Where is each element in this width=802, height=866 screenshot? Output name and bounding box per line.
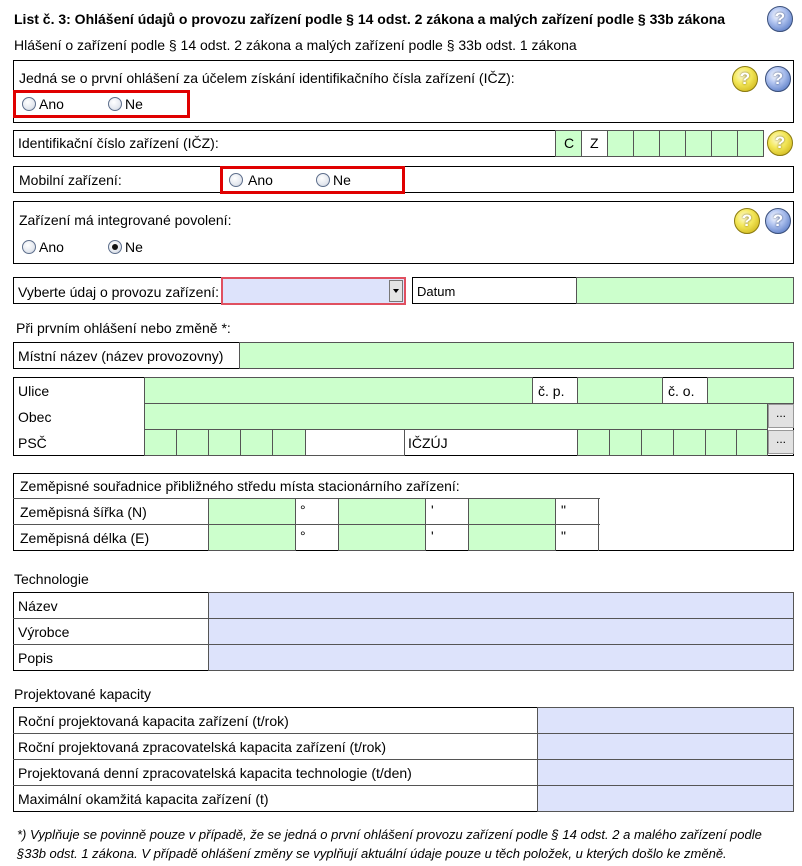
local-name-label: Místní název (název provozovny) — [18, 348, 224, 364]
lon-deg-unit: ° — [300, 528, 306, 544]
cp-input[interactable] — [577, 377, 663, 404]
psc-digit-input[interactable] — [176, 429, 209, 456]
first-report-yes-label: Ano — [39, 96, 64, 112]
lon-min-unit: ' — [431, 528, 434, 544]
help-icon[interactable]: ? — [765, 208, 791, 234]
iczuj-picker-button[interactable]: ... — [768, 430, 794, 454]
lon-label: Zeměpisná délka (E) — [20, 530, 150, 546]
first-report-no-radio[interactable] — [108, 97, 122, 111]
hint-icon[interactable]: ? — [732, 66, 758, 92]
lon-min-input[interactable] — [338, 524, 426, 551]
psc-digit-input[interactable] — [144, 429, 177, 456]
footnote-line-2: §33b odst. 1 zákona. V případě ohlášení změny se vyplňují aktuální údaje pouze u těch položek, u kterých došlo ke změně. — [17, 846, 727, 861]
iczuj-label: IČZÚJ — [408, 435, 448, 451]
local-name-input[interactable] — [239, 342, 794, 369]
street-input[interactable] — [144, 377, 533, 404]
icz-digit-input[interactable] — [737, 130, 764, 157]
icz-prefix-z-text: Z — [590, 135, 599, 151]
lat-deg-unit: ° — [300, 502, 306, 518]
iczuj-digit-input[interactable] — [609, 429, 642, 456]
lat-deg-input[interactable] — [208, 498, 296, 525]
cp-label: č. p. — [538, 383, 565, 399]
iczuj-digit-input[interactable] — [673, 429, 706, 456]
iczuj-digit-input[interactable] — [736, 429, 768, 456]
tech-name-input[interactable] — [208, 592, 794, 619]
lat-min-unit: ' — [431, 502, 434, 518]
row-divider — [13, 785, 538, 786]
co-label: č. o. — [668, 383, 695, 399]
row-divider — [13, 618, 209, 619]
icz-digit-input[interactable] — [659, 130, 686, 157]
help-icon[interactable]: ? — [767, 6, 793, 32]
coords-title: Zeměpisné souřadnice přibližného středu místa stacionárního zařízení: — [20, 478, 460, 494]
lat-sec-unit: " — [561, 502, 566, 518]
page-title: List č. 3: Ohlášení údajů o provozu zařízení podle § 14 odst. 2 zákona a malých zařízení podle § 33b zákona — [14, 11, 726, 27]
first-report-question: Jedná se o první ohlášení za účelem získání identifikačního čísla zařízení (IČZ): — [19, 70, 515, 86]
tech-name-label: Název — [18, 598, 58, 614]
psc-spacer — [305, 429, 405, 456]
capacity-row-label: Roční projektovaná kapacita zařízení (t/rok) — [18, 713, 289, 729]
integrated-yes-radio[interactable] — [22, 240, 36, 254]
technology-section-label: Technologie — [14, 571, 89, 587]
help-icon[interactable]: ? — [765, 66, 791, 92]
icz-digit-input[interactable] — [685, 130, 712, 157]
row-divider — [13, 759, 538, 760]
icz-prefix-c-text: C — [564, 135, 575, 151]
integrated-no-label: Ne — [125, 239, 143, 255]
psc-digit-input[interactable] — [240, 429, 273, 456]
mobile-no-label: Ne — [333, 172, 351, 188]
first-report-yes-radio[interactable] — [22, 97, 36, 111]
lat-sec-input[interactable] — [468, 498, 556, 525]
street-label: Ulice — [18, 383, 50, 399]
first-report-no-label: Ne — [125, 96, 143, 112]
datum-input[interactable] — [576, 277, 794, 304]
icz-digit-input[interactable] — [607, 130, 634, 157]
mobile-yes-radio[interactable] — [229, 173, 243, 187]
operation-select[interactable] — [221, 277, 406, 305]
integrated-yes-label: Ano — [39, 239, 64, 255]
row-divider — [13, 644, 209, 645]
co-input[interactable] — [707, 377, 794, 404]
lat-min-input[interactable] — [338, 498, 426, 525]
chevron-down-icon[interactable] — [389, 280, 403, 302]
capacity-input[interactable] — [537, 785, 794, 812]
capacity-row-label: Projektovaná denní zpracovatelská kapacita technologie (t/den) — [18, 765, 412, 781]
address-section-label: Při prvním ohlášení nebo změně *: — [16, 320, 231, 336]
capacity-row-label: Roční projektovaná zpracovatelská kapacita zařízení (t/rok) — [18, 739, 387, 755]
lat-label: Zeměpisná šířka (N) — [20, 504, 147, 520]
lon-sec-unit: " — [561, 528, 566, 544]
icz-digit-input[interactable] — [633, 130, 660, 157]
tech-desc-label: Popis — [18, 650, 54, 666]
capacity-input[interactable] — [537, 733, 794, 760]
icz-digit-input[interactable] — [711, 130, 738, 157]
psc-digit-input[interactable] — [208, 429, 241, 456]
row-divider — [13, 733, 538, 734]
town-picker-button[interactable]: ... — [768, 404, 794, 428]
iczuj-digit-input[interactable] — [641, 429, 674, 456]
tech-maker-input[interactable] — [208, 618, 794, 645]
datum-label: Datum — [417, 284, 456, 299]
operation-label: Vyberte údaj o provozu zařízení: — [18, 284, 220, 300]
lon-deg-input[interactable] — [208, 524, 296, 551]
tech-maker-label: Výrobce — [18, 624, 70, 640]
lon-sec-input[interactable] — [468, 524, 556, 551]
mobile-no-radio[interactable] — [316, 173, 330, 187]
page-subtitle: Hlášení o zařízení podle § 14 odst. 2 zákona a malých zařízení podle § 33b odst. 1 zákona — [14, 37, 577, 53]
psc-label: PSČ — [18, 435, 47, 451]
capacity-input[interactable] — [537, 759, 794, 786]
iczuj-digit-input[interactable] — [705, 429, 737, 456]
psc-digit-input[interactable] — [272, 429, 306, 456]
mobile-yes-label: Ano — [248, 172, 273, 188]
tech-desc-input[interactable] — [208, 644, 794, 671]
capacity-section-label: Projektované kapacity — [14, 686, 151, 702]
icz-label: Identifikační číslo zařízení (IČZ): — [18, 135, 219, 151]
iczuj-digit-input[interactable] — [577, 429, 610, 456]
hint-icon[interactable]: ? — [734, 208, 760, 234]
capacity-row-label: Maximální okamžitá kapacita zařízení (t) — [18, 791, 269, 807]
hint-icon[interactable]: ? — [767, 130, 793, 156]
integrated-no-radio[interactable] — [108, 240, 122, 254]
mobile-label: Mobilní zařízení: — [19, 172, 122, 188]
capacity-input[interactable] — [537, 707, 794, 734]
footnote-line-1: *) Vyplňuje se povinně pouze v případě, že se jedná o první ohlášení provozu zařízení podle § 14 odst. 2 a malého zařízení podle — [17, 827, 762, 842]
town-input[interactable] — [144, 403, 768, 430]
integrated-label: Zařízení má integrované povolení: — [19, 212, 232, 228]
town-label: Obec — [18, 409, 52, 425]
